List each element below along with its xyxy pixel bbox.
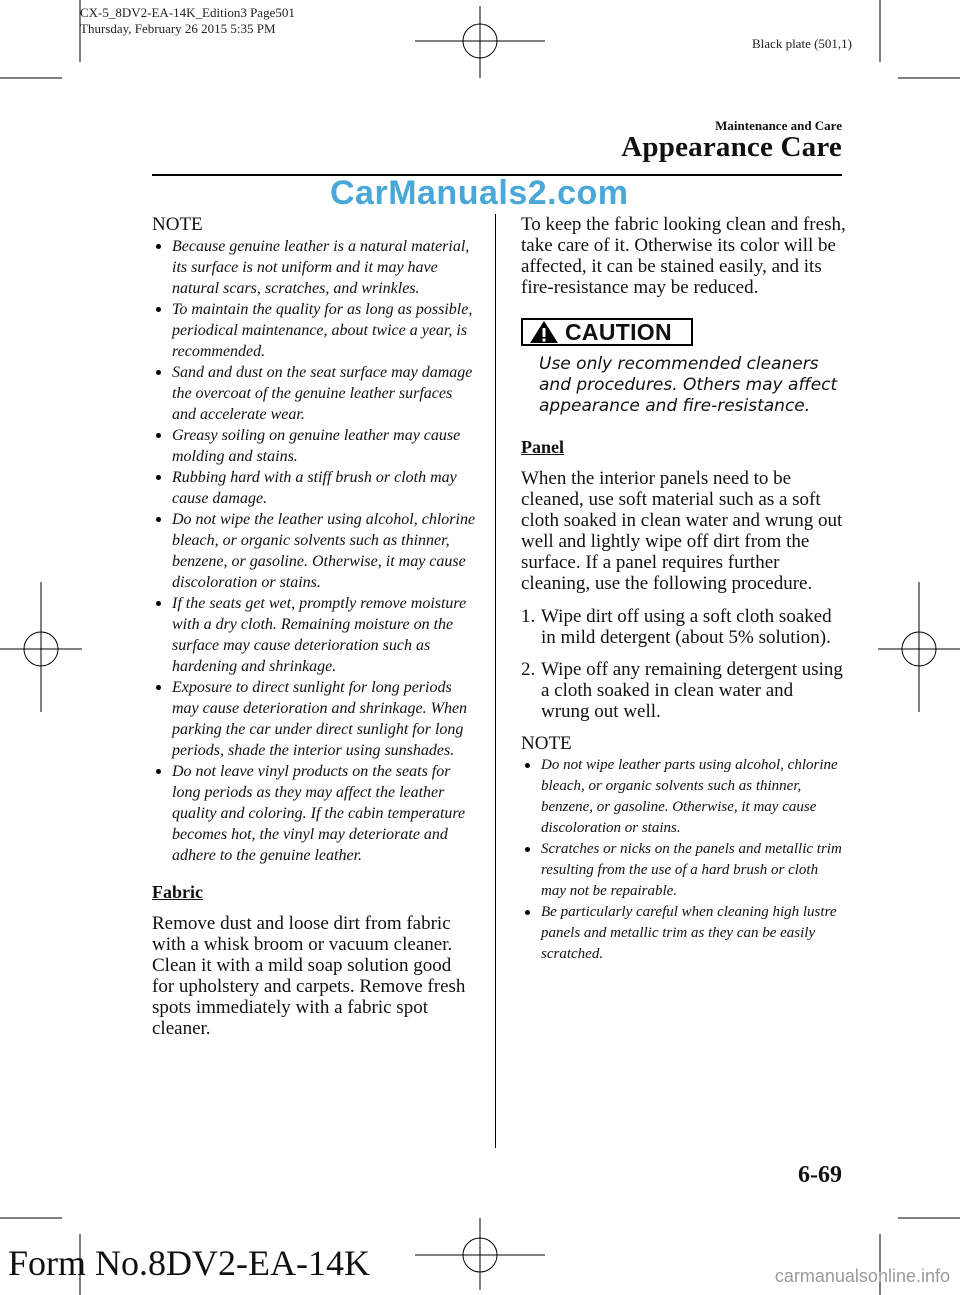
step-number: 1. — [521, 606, 536, 627]
list-item: Greasy soiling on genuine leather may cause molding and stains. — [152, 425, 477, 467]
list-item: Do not wipe the leather using alcohol, chlorine bleach, or organic solvents such as thinner, benzene, or gasoline. Otherwise, it may cause discoloration or stains. — [152, 509, 477, 593]
caution-text: Use only recommended cleaners and procedures. Others may affect appearance and fire-resistance. — [539, 354, 838, 416]
list-item: Exposure to direct sunlight for long periods may cause deterioration and shrinkage. When parking the car under direct sunlight for long periods, shade the interior using sunshades. — [152, 677, 477, 761]
column-divider — [495, 214, 496, 1148]
panel-notes-list — [521, 755, 846, 965]
list-item — [521, 606, 846, 648]
plate-info: Black plate (501,1) — [752, 36, 852, 51]
list-item: Because genuine leather is a natural material, its surface is not uniform and it may have natural scars, scratches, and wrinkles. — [152, 236, 477, 299]
step-number: 2. — [521, 659, 536, 680]
watermark-bottom: carmanualsonline.info — [774, 1266, 950, 1286]
form-number: Form No.8DV2-EA-14K — [8, 1243, 370, 1283]
page-number: 6-69 — [798, 1162, 842, 1188]
fabric-text: Remove dust and loose dirt from fabric with a whisk broom or vacuum cleaner. Clean it with a mild soap solution good for upholstery and carpets. Remove fresh spots immediately with a fabric spot cleaner. — [152, 913, 466, 1039]
right-column — [521, 214, 846, 965]
list-item: Do not wipe leather parts using alcohol, chlorine bleach, or organic solvents such as thinner, benzene, or gasoline. Otherwise, it may cause discoloration or stains. — [521, 755, 846, 839]
watermark-top: CarManuals2.com — [330, 174, 629, 212]
page-title: Appearance Care — [621, 131, 842, 163]
list-item: To maintain the quality for as long as possible, periodical maintenance, about twice a year, is recommended. — [152, 299, 477, 362]
list-item: Rubbing hard with a stiff brush or cloth may cause damage. — [152, 467, 477, 509]
caution-box — [521, 318, 693, 346]
list-item: Scratches or nicks on the panels and metallic trim resulting from the use of a hard brush or cloth may not be repairable. — [521, 839, 846, 902]
print-timestamp: Thursday, February 26 2015 5:35 PM — [80, 21, 276, 36]
step-text: Wipe dirt off using a soft cloth soaked in mild detergent (about 5% solution). — [541, 606, 832, 648]
list-item: If the seats get wet, promptly remove moisture with a dry cloth. Remaining moisture on the surface may cause deterioration such as hardening and shrinkage. — [152, 593, 477, 677]
fabric-intro-text: To keep the fabric looking clean and fresh, take care of it. Otherwise its color will be affected, it can be stained easily, and its fire-resistance may be reduced. — [521, 214, 846, 298]
list-item: Be particularly careful when cleaning high lustre panels and metallic trim as they can be easily scratched. — [521, 902, 846, 965]
panel-text: When the interior panels need to be cleaned, use soft material such as a soft cloth soaked in clean water and wrung out well and lightly wipe off dirt from the surface. If a panel requires further cleaning, use the following procedure. — [521, 468, 843, 594]
list-item — [521, 659, 846, 722]
note-heading: NOTE — [521, 733, 572, 754]
section-label: Maintenance and Care — [715, 118, 842, 133]
caution-label: CAUTION — [565, 318, 672, 345]
list-item: Sand and dust on the seat surface may damage the overcoat of the genuine leather surfaces and accelerate wear. — [152, 362, 477, 425]
panel-heading: Panel — [521, 437, 564, 457]
warning-icon — [529, 320, 559, 344]
leather-notes-list — [152, 236, 477, 866]
note-heading: NOTE — [152, 214, 203, 235]
left-column — [152, 214, 477, 1039]
step-text: Wipe off any remaining detergent using a cloth soaked in clean water and wrung out well. — [541, 659, 843, 722]
fabric-heading: Fabric — [152, 882, 203, 902]
list-item: Do not leave vinyl products on the seats for long periods as they may affect the leather quality and coloring. If the cabin temperature becomes hot, the vinyl may deteriorate and adhere to the genuine leather. — [152, 761, 477, 866]
print-metadata — [80, 5, 295, 37]
file-info: CX-5_8DV2-EA-14K_Edition3 Page501 — [80, 5, 295, 20]
panel-steps — [521, 606, 846, 722]
